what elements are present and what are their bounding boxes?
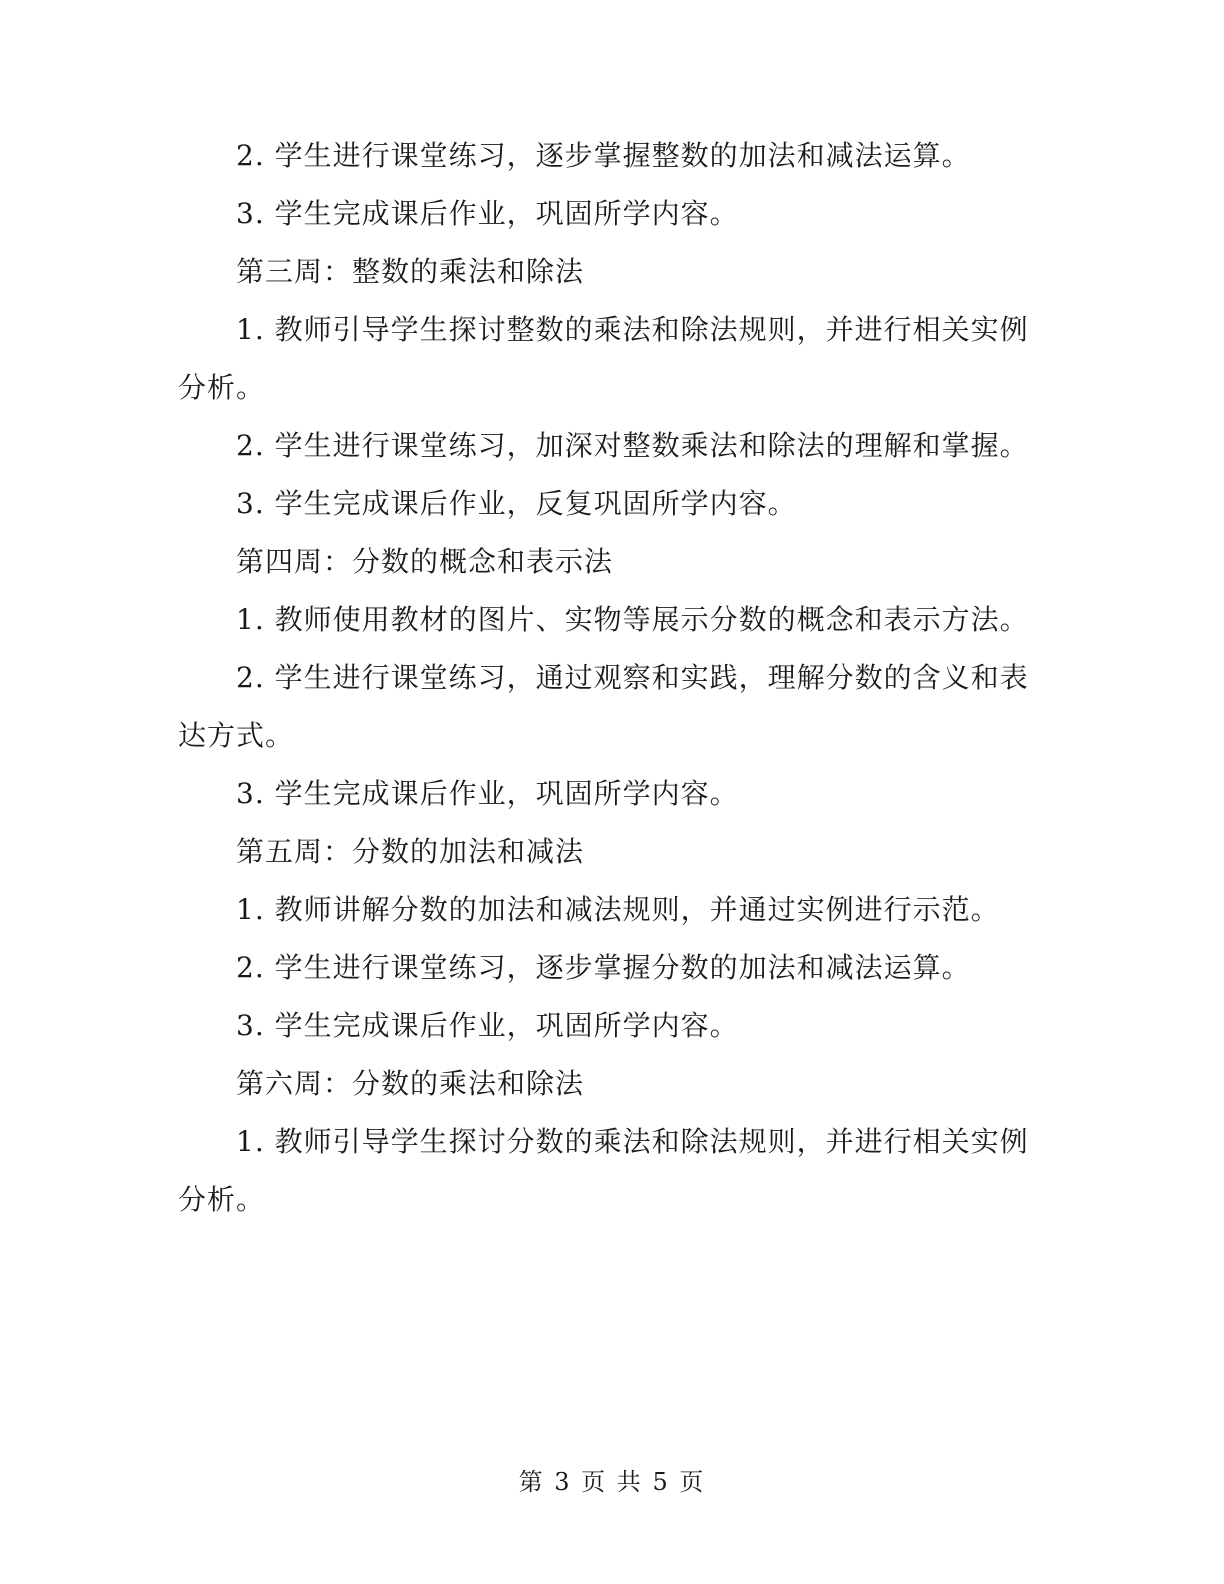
paragraph: 2. 学生进行课堂练习，加深对整数乘法和除法的理解和掌握。	[236, 429, 1029, 462]
paragraph: 1. 教师引导学生探讨整数的乘法和除法规则，并进行相关实例分析。	[178, 313, 1029, 404]
section-heading: 第四周：分数的概念和表示法	[236, 545, 614, 578]
section-heading: 第三周：整数的乘法和除法	[236, 255, 585, 288]
paragraph: 1. 教师引导学生探讨分数的乘法和除法规则，并进行相关实例分析。	[178, 1125, 1029, 1216]
page-number-footer: 第 3 页 共 5 页	[518, 1468, 706, 1496]
paragraph: 2. 学生进行课堂练习，通过观察和实践，理解分数的含义和表达方式。	[178, 661, 1029, 752]
paragraph: 1. 教师讲解分数的加法和减法规则，并通过实例进行示范。	[236, 893, 1000, 926]
paragraph: 2. 学生进行课堂练习，逐步掌握分数的加法和减法运算。	[236, 951, 971, 984]
paragraph: 3. 学生完成课后作业，巩固所学内容。	[236, 197, 739, 230]
paragraph: 1. 教师使用教材的图片、实物等展示分数的概念和表示方法。	[236, 603, 1029, 636]
section-heading: 第五周：分数的加法和减法	[236, 835, 585, 868]
document-body	[178, 127, 1038, 1229]
paragraph: 3. 学生完成课后作业，反复巩固所学内容。	[236, 487, 797, 520]
paragraph: 2. 学生进行课堂练习，逐步掌握整数的加法和减法运算。	[236, 139, 971, 172]
section-heading: 第六周：分数的乘法和除法	[236, 1067, 585, 1100]
paragraph: 3. 学生完成课后作业，巩固所学内容。	[236, 1009, 739, 1042]
paragraph: 3. 学生完成课后作业，巩固所学内容。	[236, 777, 739, 810]
